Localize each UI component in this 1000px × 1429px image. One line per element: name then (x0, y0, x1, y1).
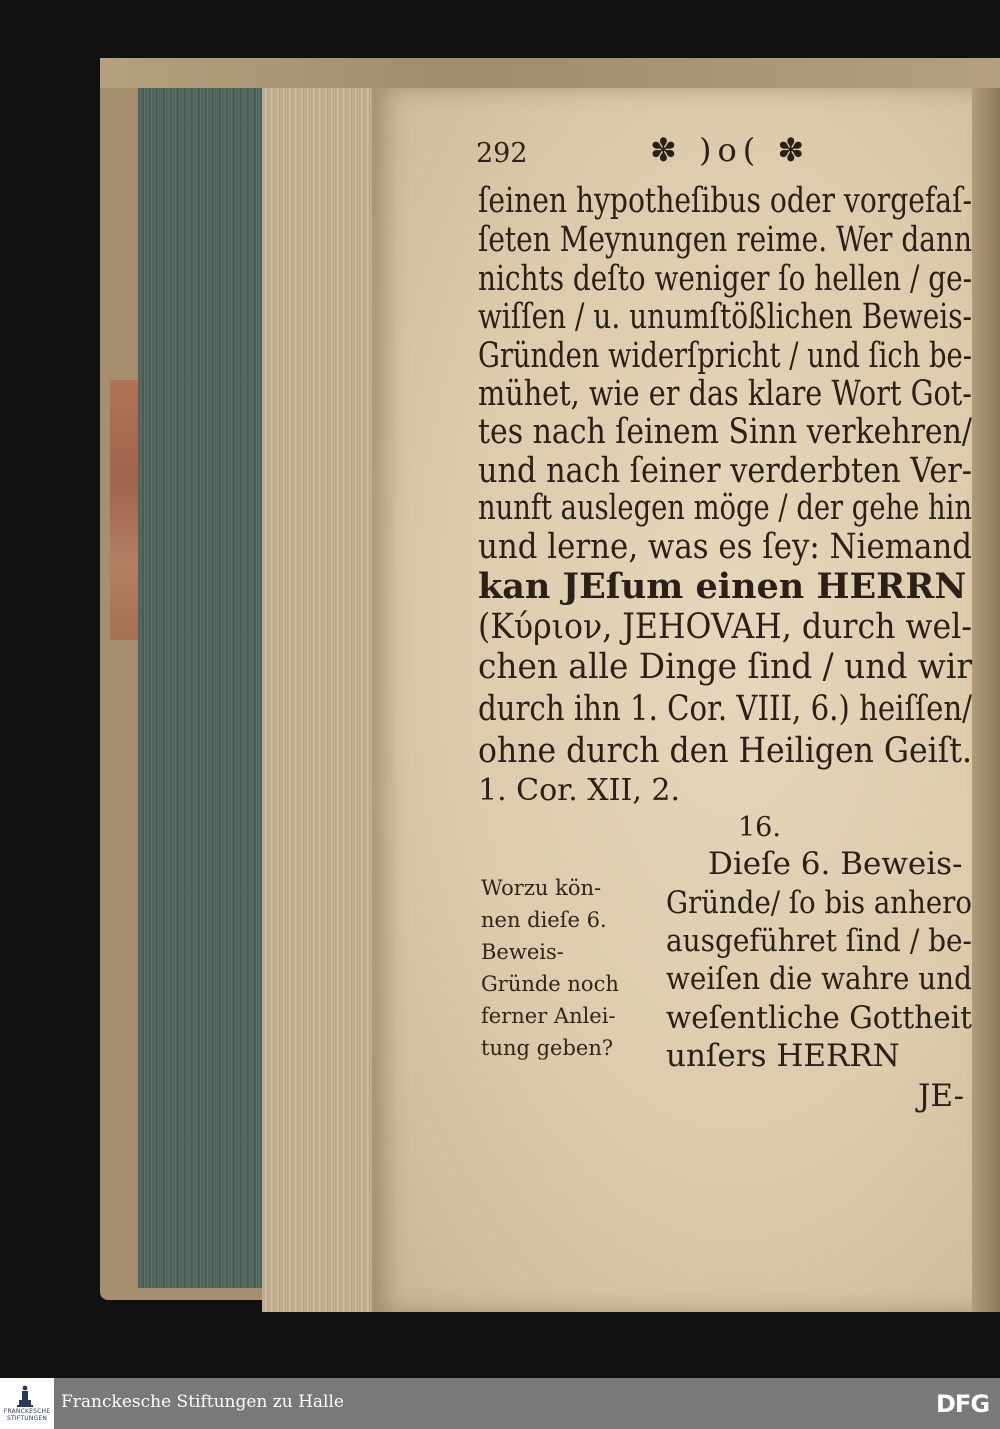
page-gutter-shadow (972, 88, 1000, 1312)
header-ornament: ✽ )o( ✽ (650, 131, 811, 169)
text-line: nunft auslegen möge / der gehe hin (478, 488, 972, 528)
page-stack-edge (262, 88, 378, 1312)
section-text-line: unſers HERRN (666, 1038, 900, 1074)
page-number: 292 (476, 138, 528, 169)
logo-text (3, 1408, 51, 1422)
section-text-line: JE- (918, 1078, 965, 1114)
margin-note-line: ferner Anlei- (481, 1004, 616, 1028)
institution-logo[interactable] (0, 1378, 54, 1429)
logo-text-line-2: STIFTUNGEN (6, 1415, 48, 1422)
section-text-line: weiſen die wahre und (666, 961, 972, 997)
text-line: ohne durch den Heiligen Geiſt. (478, 731, 972, 771)
text-line: 1. Cor. XII, 2. (478, 773, 681, 808)
text-line: Gründen widerſpricht / und ſich be- (478, 336, 972, 376)
section-number: 16. (738, 812, 781, 843)
margin-note-line: nen dieſe 6. (481, 908, 607, 932)
logo-text-line-1: FRANCKESCHE (3, 1408, 51, 1415)
margin-note-line: Beweis- (481, 940, 564, 964)
section-text-line: weſentliche Gottheit (666, 1000, 972, 1036)
viewer-footer (0, 1378, 1000, 1429)
text-line: nichts deſto weniger ſo hellen / ge- (478, 259, 972, 299)
text-line: kan JEſum einen HERRN (478, 566, 967, 607)
text-line: wiſſen / u. unumſtößlichen Beweis- (478, 297, 972, 337)
text-line: durch ihn 1. Cor. VIII, 6.) heiſſen/ (478, 689, 972, 729)
text-line: ſeinen hypotheſibus oder vorgefaſ- (478, 181, 972, 221)
text-line: tes nach ſeinem Sinn verkehren/ (478, 412, 972, 452)
section-text-line: Gründe/ ſo bis anhero (666, 885, 972, 921)
margin-note-line: Gründe noch (481, 972, 619, 996)
text-line: ſeten Meynungen reime. Wer dann (478, 220, 972, 260)
text-line: chen alle Dinge ſind / und wir (478, 647, 972, 687)
margin-note-line: Worzu kön- (481, 876, 602, 900)
logo-figure-icon (17, 1385, 33, 1407)
text-line: (Κύριον, JEHOVAH, durch wel- (478, 607, 972, 647)
text-line: und nach ſeiner verderbten Ver- (478, 451, 972, 491)
text-line: mühet, wie er das klare Wort Got- (478, 374, 972, 414)
cover-top-edge (100, 58, 1000, 88)
section-text-line: Dieſe 6. Beweis- (708, 846, 963, 882)
institution-name[interactable]: Franckesche Stiftungen zu Halle (61, 1392, 344, 1412)
dfg-logo[interactable]: DFG (936, 1390, 990, 1418)
section-text-line: ausgeführet ſind / be- (666, 923, 972, 959)
margin-note-line: tung geben? (481, 1036, 614, 1060)
text-line: und lerne, was es ſey: Niemand (478, 527, 972, 567)
